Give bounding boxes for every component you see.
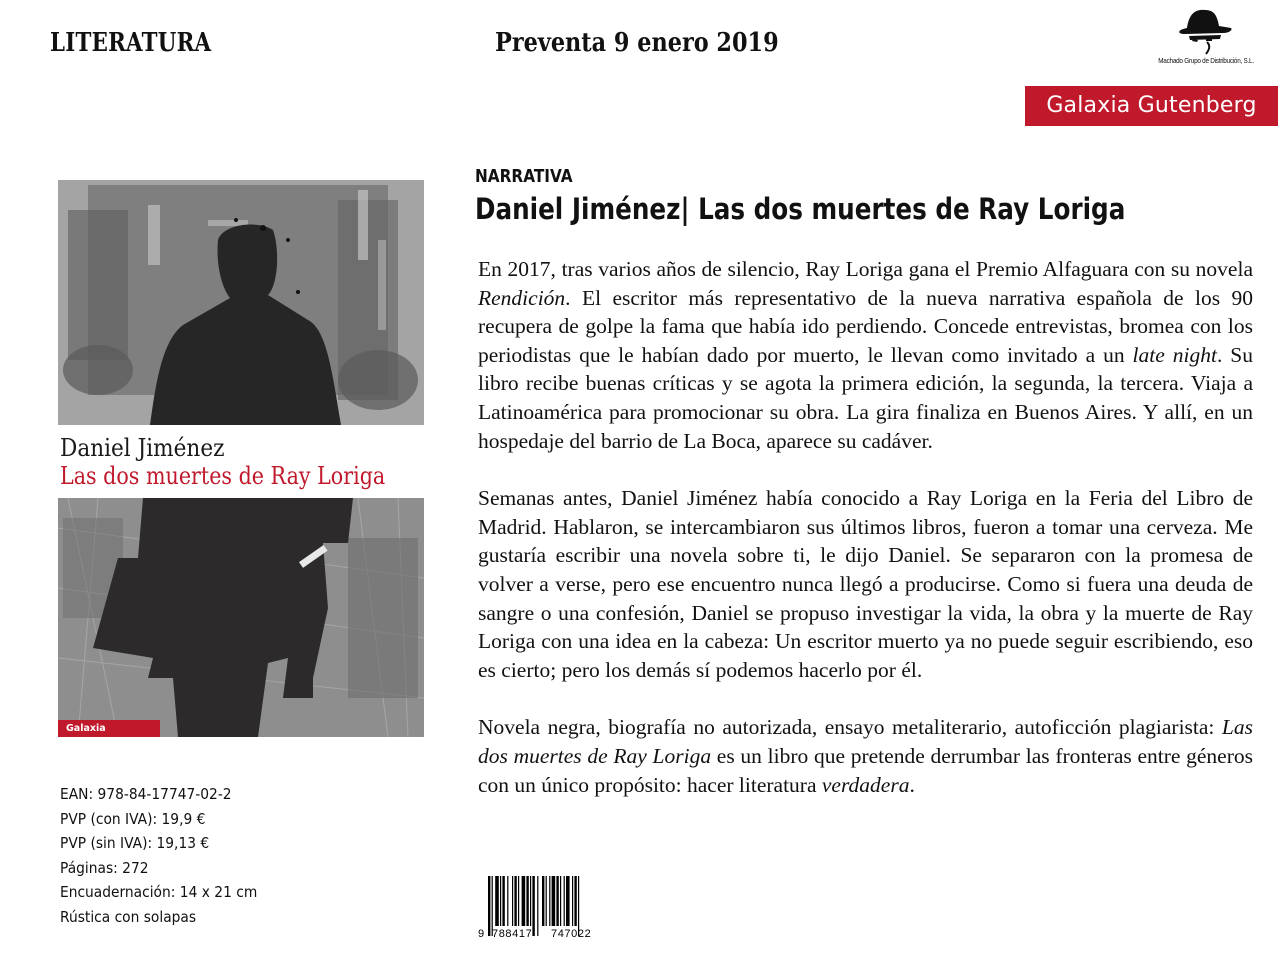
map-coat-illustration <box>58 498 424 737</box>
book-cover <box>58 180 424 751</box>
synopsis-paragraph-3: Novela negra, biografía no autorizada, ensayo metaliterario, autoficción plagiarista: Las dos muertes de Ray Loriga es un libro que pretende derrumbar las fronteras entre géneros con un único propósito: hacer literatura verdadera. <box>478 715 1253 797</box>
barcode-lead-digit: 9 <box>478 928 485 938</box>
spec-finish: Rústica con solapas <box>60 907 197 926</box>
spec-ean: EAN: 978-84-17747-02-2 <box>60 785 232 803</box>
isbn-barcode <box>478 876 618 938</box>
book-heading: Daniel Jiménez| Las dos muertes de Ray Loriga <box>475 192 1126 226</box>
cover-title: Las dos muertes de Ray Loriga <box>60 462 386 490</box>
spec-price-with-vat: PVP (con IVA): 19,9 € <box>60 809 206 828</box>
hat-face-icon <box>1173 6 1237 56</box>
presale-date: Preventa 9 enero 2019 <box>495 28 779 58</box>
section-label: LITERATURA <box>50 28 212 58</box>
barcode-left-digits: 788417 <box>492 928 533 938</box>
silhouette-illustration <box>58 180 424 425</box>
distributor-logo <box>1150 6 1260 70</box>
cover-author: Daniel Jiménez <box>60 434 225 462</box>
synopsis-paragraph-2: Semanas antes, Daniel Jiménez había conocido a Ray Loriga en la Feria del Libro de Madrid. Hablaron, se intercambiaron sus últimos libros, fueron a tomar una cerveza. Me gustaría escribir una novela sobre ti, le dijo Daniel. Se separaron con la promesa de volver a verse, pero ese encuentro nunca llegó a producirse. Como si fuera una deuda de sangre o una confesión, Daniel se propuso investigar la vida, la obra y la muerte de Ray Loriga con una idea en la cabeza: Un escritor muerto ya no puede seguir escribiendo, eso es cierto; pero los demás sí podemos hacerlo por él. <box>478 486 1253 682</box>
synopsis-paragraph-1: En 2017, tras varios años de silencio, Ray Loriga gana el Premio Alfaguara con su novela Rendición. El escritor más representativo de la nueva narrativa española de los 90 recupera de golpe la fama que había ido perdiendo. Concede entrevistas, bromea con los periodistas que le habían dado por muerto, le llevan como invitado a un late night. Su libro recibe buenas críticas y se agota la primera edición, la segunda, la tercera. Viaja a Latinoamérica para promocionar su obra. La gira finaliza en Buenos Aires. Y allí, en un hospedaje del barrio de La Boca, aparece su cadáver. <box>478 257 1253 453</box>
spec-pages: Páginas: 272 <box>60 858 149 877</box>
publisher-logo: Galaxia Gutenberg <box>1025 86 1278 126</box>
barcode-right-digits: 747022 <box>551 928 592 938</box>
cover-publisher-badge: Galaxia Gutenberg <box>58 720 160 737</box>
spec-binding: Encuadernación: 14 x 21 cm <box>60 883 258 901</box>
distributor-name: Machado Grupo de Distribución, S.L. <box>1158 56 1254 65</box>
cover-image-bottom <box>58 498 424 737</box>
spec-price-without-vat: PVP (sin IVA): 19,13 € <box>60 834 210 852</box>
barcode-icon <box>478 876 618 938</box>
genre-label: NARRATIVA <box>475 166 573 187</box>
synopsis <box>478 255 1253 828</box>
cover-image-top <box>58 180 424 425</box>
book-specs <box>60 782 257 929</box>
